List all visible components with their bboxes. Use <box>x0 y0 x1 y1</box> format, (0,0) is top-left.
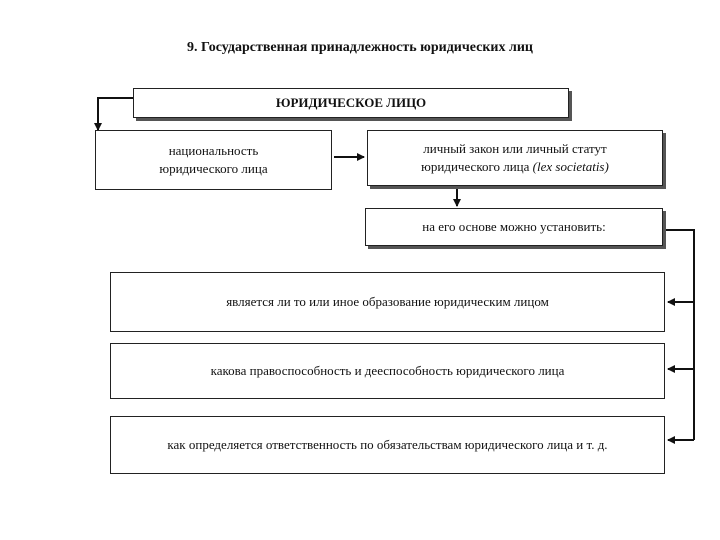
basis-label: на его основе можно установить: <box>422 219 606 234</box>
nationality-line-2: юридического лица <box>159 161 268 176</box>
personal-law-box <box>367 130 663 186</box>
result-label-3: как определяется ответственность по обязательствам юридического лица и т. д. <box>167 437 608 452</box>
arrow-root-to-nationality <box>98 98 133 130</box>
legal-entity-label: ЮРИДИЧЕСКОЕ ЛИЦО <box>275 95 427 110</box>
result-box-2 <box>110 343 665 399</box>
personal-law-latin: (lex societatis) <box>532 159 609 174</box>
personal-law-line-1: личный закон или личный статут <box>423 141 607 156</box>
personal-law-line-2: юридического лица <box>421 159 533 174</box>
result-box-3 <box>110 416 665 474</box>
page-title: 9. Государственная принадлежность юридических лиц <box>187 40 533 55</box>
result-label-1: является ли то или иное образование юридическим лицом <box>226 294 549 309</box>
nationality-box <box>95 130 332 190</box>
basis-box <box>365 208 663 246</box>
result-label-2: какова правоспособность и дееспособность юридического лица <box>210 363 565 378</box>
result-box-1 <box>110 272 665 332</box>
bracket-basis-right <box>665 230 694 440</box>
legal-entity-box <box>133 88 569 118</box>
nationality-line-1: национальность <box>168 143 259 158</box>
